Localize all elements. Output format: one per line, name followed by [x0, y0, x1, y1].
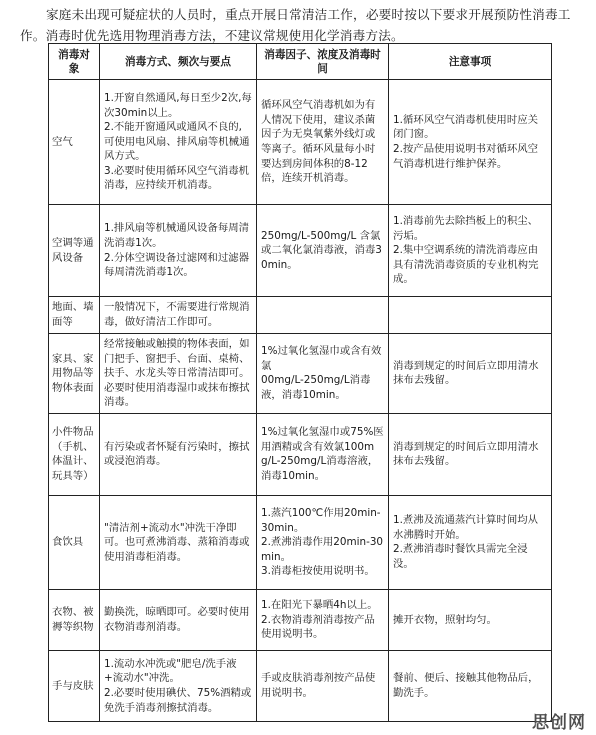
row-method	[100, 589, 257, 650]
row-method-line: 有污染或者怀疑有污染时，擦拭或浸泡消毒。	[104, 440, 250, 468]
row-notes-line: 消毒到规定的时间后立即用清水抹布去残留。	[393, 359, 539, 387]
row-object: 空气	[49, 80, 100, 205]
row-notes	[389, 650, 552, 721]
row-notes-line: 摊开衣物，照射均匀。	[393, 613, 497, 626]
row-notes-line: 餐前、便后、接触其他物品后，勤洗手。	[393, 672, 539, 699]
row-notes-line: 消毒到规定的时间后立即用清水抹布去残留。	[393, 440, 539, 468]
row-method-line: 1.排风扇等机械通风设备每周清洗消毒1次。	[104, 222, 249, 249]
row-method-line: "清洁剂+流动水"冲洗干净即可。也可煮沸消毒、蒸箱消毒或使用消毒柜消毒。	[104, 521, 250, 563]
row-factor-line: 1.在阳光下暴晒4h以上。	[261, 599, 378, 612]
row-notes	[389, 495, 552, 589]
row-factor-line: 2.衣物消毒剂消毒按产品使用说明书。	[261, 613, 375, 641]
row-object: 衣物、被褥等织物	[49, 589, 100, 650]
row-notes	[389, 589, 552, 650]
row-notes-line: 2.集中空调系统的清洗消毒应由具有清洗消毒资质的专业机构完成。	[393, 244, 539, 286]
row-method-line: 1.流动水冲洗或"肥皂/洗手液+流动水"冲洗。	[104, 657, 237, 685]
row-method	[100, 334, 257, 414]
row-factor	[257, 80, 389, 205]
row-notes-line: 1.煮沸及流通蒸汽计算时间均从水沸腾时开始。	[393, 514, 538, 541]
row-factor-line: 00mg/L-250mg/L消毒液，消毒10min。	[261, 374, 371, 402]
row-method-line: 1.开窗自然通风,每日至少2次,每次30min以上。	[104, 91, 252, 119]
row-method-line: 2.分体空调设备过滤网和过滤器每周清洗消毒1次。	[104, 251, 249, 279]
table-row	[49, 80, 552, 205]
row-method-line: 勤换洗，晾晒即可。必要时使用衣物消毒剂消毒。	[104, 606, 250, 633]
row-method-line: 2.必要时使用碘伏、75%酒精或免洗手消毒剂擦拭消毒。	[104, 686, 252, 714]
row-factor	[257, 589, 389, 650]
row-factor-line: 250mg/L-500mg/L 含氯或二氧化氯消毒液，消毒30min。	[261, 229, 382, 271]
row-notes	[389, 297, 552, 334]
header-factor: 消毒因子、浓度及消毒时间	[257, 44, 389, 80]
table-row	[49, 205, 552, 297]
row-object: 手与皮肤	[49, 650, 100, 721]
table-header-row	[49, 44, 552, 80]
row-factor	[257, 413, 389, 495]
row-method	[100, 650, 257, 721]
row-method	[100, 297, 257, 334]
row-method-line: 2.不能开窗通风或通风不良的,可使用电风扇、排风扇等机械通风方式。	[104, 121, 250, 163]
header-notes: 注意事项	[389, 44, 552, 80]
row-factor-line: 循环风空气消毒机如为有人情况下使用，建议杀菌因子为无臭氧紫外线灯或等离子。循环风量每小时要达到房间体积的8-12倍，连续开机消毒。	[261, 99, 376, 185]
row-factor-line: 1%过氧化氢湿巾或含有效氯	[261, 345, 382, 372]
row-notes-line: 2.按产品使用说明书对循环风空气消毒机进行维护保养。	[393, 143, 538, 170]
row-notes-line: 1.消毒前先去除挡板上的积尘、污垢。	[393, 215, 538, 242]
row-notes	[389, 413, 552, 495]
row-factor	[257, 495, 389, 589]
row-method-line: 经常接触或触摸的物体表面，如门把手、窗把手、台面、桌椅、扶手、水龙头等日常清洁即可。必要时使用消毒湿巾或抹布擦拭消毒。	[104, 338, 250, 409]
row-factor	[257, 205, 389, 297]
row-factor	[257, 297, 389, 334]
row-factor	[257, 334, 389, 414]
row-factor-line: 3.消毒柜按使用说明书。	[261, 565, 375, 578]
row-notes	[389, 80, 552, 205]
row-object: 家具、家用物品等物体表面	[49, 334, 100, 414]
row-factor	[257, 650, 389, 721]
header-object: 消毒对象	[49, 44, 100, 80]
row-factor-line: 1.蒸汽100℃作用20min-30min。	[261, 506, 381, 534]
row-method	[100, 413, 257, 495]
row-factor-line: 2.煮沸消毒作用20min-30min。	[261, 536, 384, 563]
row-method-line: 3.必要时使用循环风空气消毒机消毒，应持续开机消毒。	[104, 164, 249, 192]
row-notes-line: 1.循环风空气消毒机使用时应关闭门窗。	[393, 113, 538, 141]
row-notes	[389, 205, 552, 297]
table-row	[49, 650, 552, 721]
row-method	[100, 495, 257, 589]
row-object: 空调等通风设备	[49, 205, 100, 297]
table-row	[49, 413, 552, 495]
row-notes	[389, 334, 552, 414]
row-method	[100, 80, 257, 205]
row-notes-line: 2.煮沸消毒时餐饮具需完全浸没。	[393, 543, 528, 571]
table-row	[49, 297, 552, 334]
row-object: 食饮具	[49, 495, 100, 589]
disinfection-table	[48, 43, 552, 722]
intro-paragraph: 家庭未出现可疑症状的人员时，重点开展日常清洁工作，必要时按以下要求开展预防性消毒工作。消毒时优先选用物理消毒方法，不建议常规使用化学消毒方法。	[20, 7, 571, 43]
row-factor-line: 手或皮肤消毒剂按产品使用说明书。	[261, 672, 376, 699]
table-row	[49, 589, 552, 650]
row-method	[100, 205, 257, 297]
table-row	[49, 334, 552, 414]
row-object: 地面、墙面等	[49, 297, 100, 334]
row-factor-line: 1%过氧化氢湿巾或75%医用酒精或含有效氯100mg/L-250mg/L消毒溶液，消毒10min。	[261, 426, 384, 483]
table-row	[49, 495, 552, 589]
watermark: 思创网	[532, 713, 586, 733]
row-method-line: 一般情况下，不需要进行常规消毒，做好清洁工作即可。	[104, 301, 250, 328]
row-object: 小件物品（手机、体温计、玩具等）	[49, 413, 100, 495]
header-method: 消毒方式、频次与要点	[100, 44, 257, 80]
